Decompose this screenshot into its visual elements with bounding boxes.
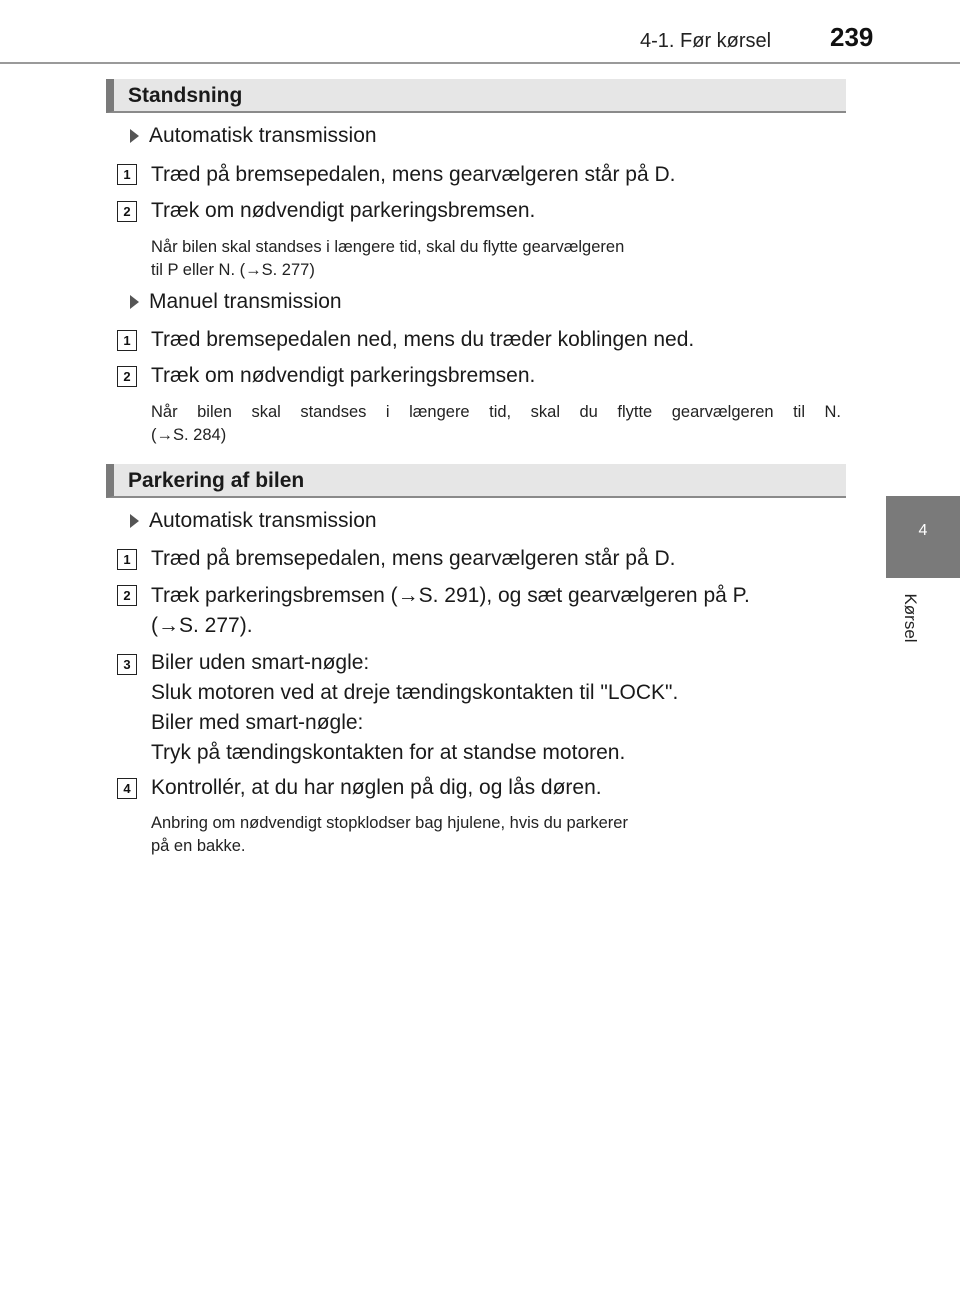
subheading-text: Manuel transmission — [149, 290, 342, 313]
section-heading-standsning — [106, 79, 846, 113]
step-text: Kontrollér, at du har nøglen på dig, og lås døren. — [151, 776, 602, 799]
subheading-automatic-transmission — [130, 509, 377, 533]
step-number-box: 4 — [117, 778, 137, 799]
step-text-line: Træk parkeringsbremsen (→S. 291), og sæt gearvælgeren på P. — [151, 584, 750, 607]
chapter-tab-title-text: Kørsel — [901, 593, 920, 643]
step-text: Træk om nødvendigt parkeringsbremsen. — [151, 199, 536, 222]
running-header-section: 4-1. Før kørsel — [640, 30, 772, 52]
note — [151, 236, 624, 282]
triangle-bullet-icon — [130, 514, 139, 528]
note-line: (→S. 284) — [151, 426, 227, 444]
step-text: Træk om nødvendigt parkeringsbremsen. — [151, 364, 536, 387]
step-number-box: 1 — [117, 330, 137, 351]
header-divider — [0, 62, 960, 64]
chapter-tab — [886, 496, 960, 578]
step-number-box: 2 — [117, 201, 137, 222]
step-text-line: Biler med smart-nøgle: — [151, 711, 364, 734]
note — [151, 812, 628, 858]
section-heading-text: Parkering af bilen — [128, 469, 305, 492]
note-line: til P eller N. (→S. 277) — [151, 261, 315, 279]
note-line: Når bilen skal standses i længere tid, skal du flytte gearvælgeren til N. — [151, 403, 841, 421]
step-text-block — [151, 648, 678, 768]
chapter-tab-number: 4 — [918, 522, 928, 539]
note — [151, 401, 841, 447]
step-number-box: 2 — [117, 585, 137, 606]
note-line: Anbring om nødvendigt stopklodser bag hjulene, hvis du parkerer — [151, 814, 628, 832]
note-line: på en bakke. — [151, 837, 246, 855]
step-text-line: (→S. 277). — [151, 614, 253, 637]
chapter-tab-title — [898, 590, 922, 650]
step-number-box: 3 — [117, 654, 137, 675]
triangle-bullet-icon — [130, 295, 139, 309]
subheading-text: Automatisk transmission — [149, 509, 377, 532]
note-line: Når bilen skal standses i længere tid, skal du flytte gearvælgeren — [151, 238, 625, 256]
section-heading-text: Standsning — [128, 84, 243, 107]
step-text-line: Sluk motoren ved at dreje tændingskontakten til "LOCK". — [151, 681, 679, 704]
triangle-bullet-icon — [130, 129, 139, 143]
step-number-box: 1 — [117, 549, 137, 570]
step-text: Træd på bremsepedalen, mens gearvælgeren står på D. — [151, 547, 676, 570]
step-text: Træd bremsepedalen ned, mens du træder koblingen ned. — [151, 328, 695, 351]
step-text: Træd på bremsepedalen, mens gearvælgeren står på D. — [151, 163, 676, 186]
step-text-line: Biler uden smart-nøgle: — [151, 651, 370, 674]
section-heading-parkering — [106, 464, 846, 498]
subheading-manual-transmission — [130, 290, 342, 314]
step-text-block — [151, 581, 750, 641]
step-number-box: 2 — [117, 366, 137, 387]
page-number: 239 — [830, 22, 874, 52]
subheading-automatic-transmission — [130, 124, 377, 148]
subheading-text: Automatisk transmission — [149, 124, 377, 147]
step-text-line: Tryk på tændingskontakten for at standse motoren. — [151, 741, 626, 764]
step-number-box: 1 — [117, 164, 137, 185]
